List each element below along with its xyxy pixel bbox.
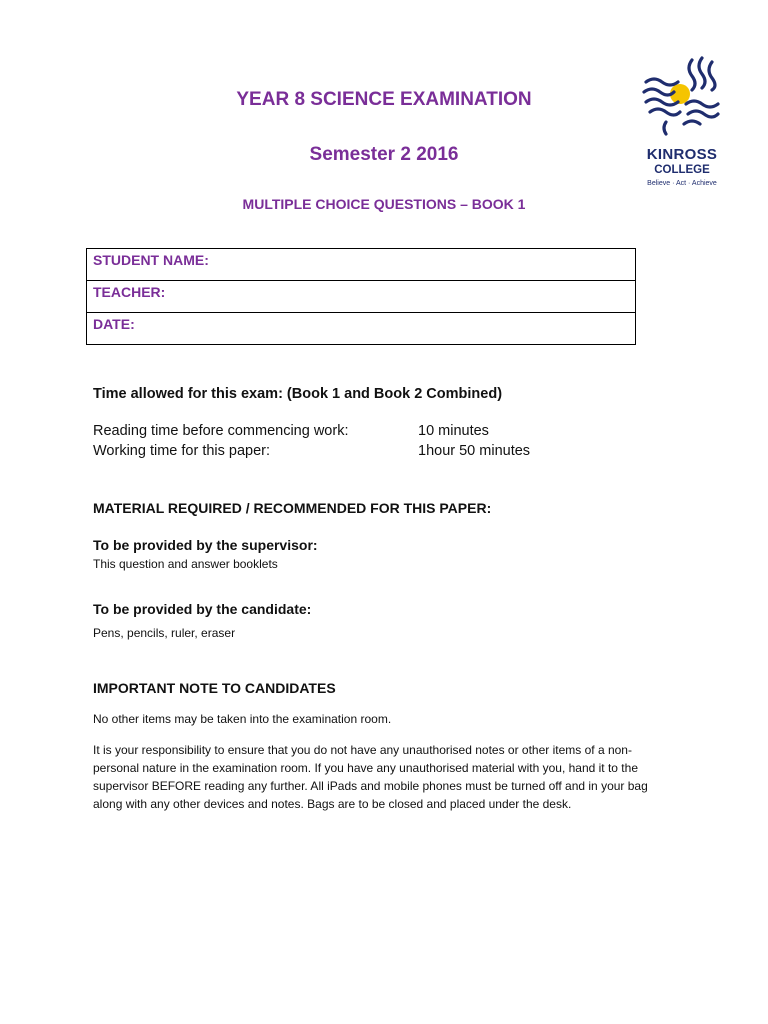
- material-heading: MATERIAL REQUIRED / RECOMMENDED FOR THIS PAPER:: [93, 500, 492, 516]
- reading-time-value: 10 minutes: [418, 423, 489, 439]
- college-emblem-icon: [636, 52, 728, 144]
- semester-heading: Semester 2 2016: [309, 144, 459, 165]
- logo-name-line1: KINROSS: [646, 146, 718, 163]
- supervisor-heading: To be provided by the supervisor:: [93, 537, 318, 553]
- book-subtitle: MULTIPLE CHOICE QUESTIONS – BOOK 1: [242, 196, 526, 212]
- working-time-label: Working time for this paper:: [93, 443, 271, 459]
- student-name-field[interactable]: STUDENT NAME:: [87, 249, 636, 281]
- college-logo: [636, 52, 728, 192]
- working-time-value: 1hour 50 minutes: [418, 443, 531, 459]
- logo-name-line2: COLLEGE: [654, 164, 710, 176]
- note-paragraph: It is your responsibility to ensure that you do not have any unauthorised notes or other items of a non-personal nature in the examination room. If you have any unauthorised material with you, hand it to the supervisor BEFORE reading any further. All iPads and mobile phones must be turned off and in your bag along with any other devices and notes. Bags are to be closed and placed under the desk.: [93, 743, 648, 811]
- teacher-field[interactable]: TEACHER:: [87, 281, 636, 313]
- important-note-heading: IMPORTANT NOTE TO CANDIDATES: [93, 680, 336, 696]
- note-line1: No other items may be taken into the examination room.: [93, 712, 392, 726]
- candidate-heading: To be provided by the candidate:: [93, 601, 312, 617]
- logo-motto: Believe · Act · Achieve: [647, 180, 717, 187]
- reading-time-label: Reading time before commencing work:: [93, 423, 349, 439]
- candidate-text: Pens, pencils, ruler, eraser: [93, 626, 236, 640]
- student-info-table: [86, 248, 636, 345]
- exam-title: YEAR 8 SCIENCE EXAMINATION: [236, 89, 532, 110]
- date-field[interactable]: DATE:: [87, 313, 636, 345]
- time-allowed-heading: Time allowed for this exam: (Book 1 and Book 2 Combined): [93, 386, 503, 402]
- supervisor-text: This question and answer booklets: [93, 557, 278, 571]
